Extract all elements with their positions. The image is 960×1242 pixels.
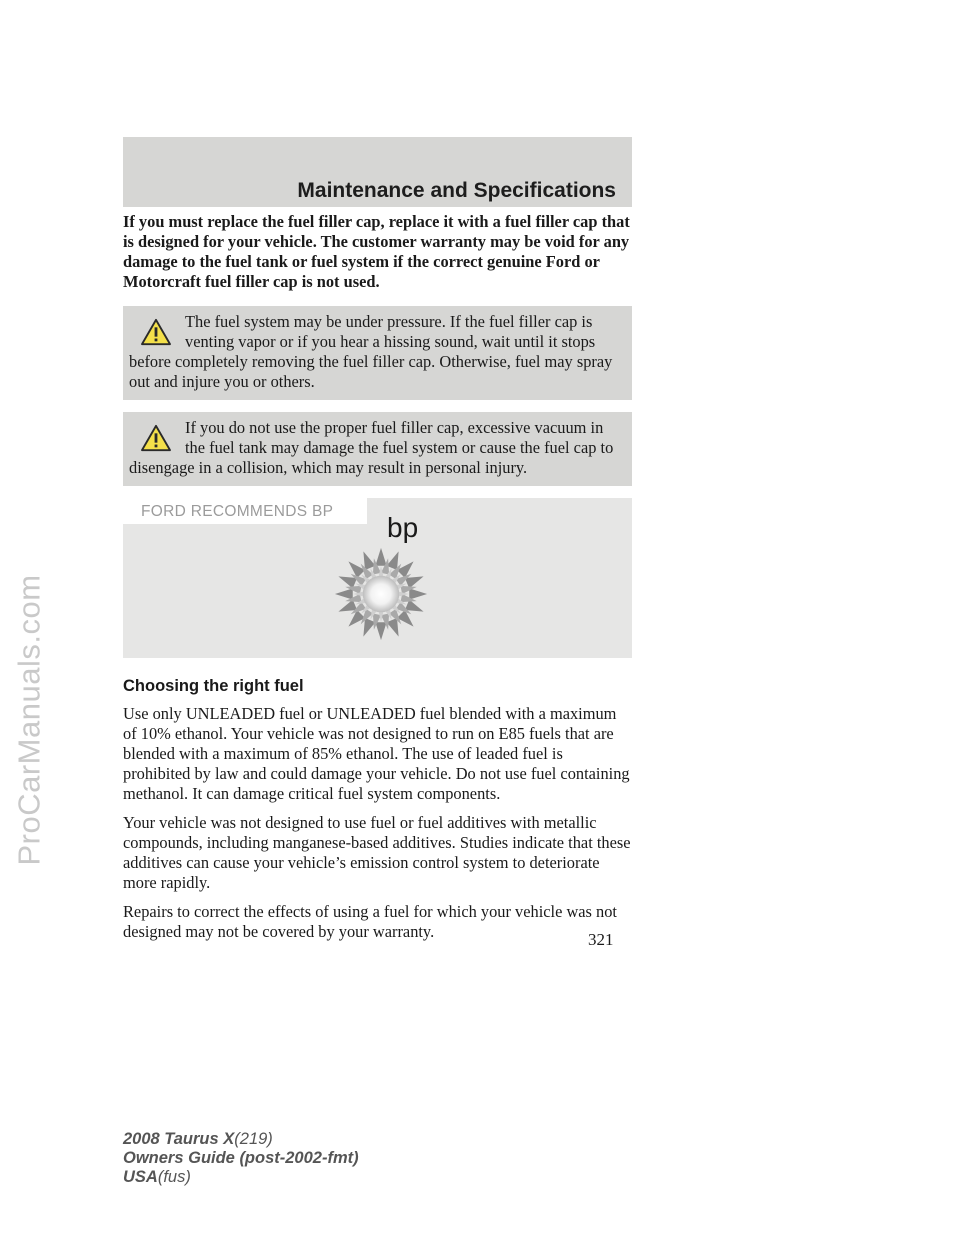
sun-ray bbox=[409, 588, 427, 599]
warning-box-2 bbox=[123, 412, 632, 486]
warning-text-2: If you do not use the proper fuel filler cap, excessive vacuum in the fuel tank may damage the fuel system or cause the fuel cap to disengage in a collision, which may result in personal injury. bbox=[129, 418, 614, 477]
sun-ray bbox=[375, 622, 386, 640]
side-watermark bbox=[8, 500, 52, 940]
footer-guide: Owners Guide (post-2002-fmt) bbox=[123, 1149, 359, 1167]
bp-logo-text: bp bbox=[387, 512, 419, 543]
sun-ray bbox=[335, 588, 353, 599]
page-content bbox=[123, 212, 632, 951]
page-number: 321 bbox=[588, 930, 614, 949]
bp-recommendation-banner bbox=[123, 498, 632, 658]
footer-model-code: (219) bbox=[234, 1130, 273, 1148]
warning-triangle-icon bbox=[139, 424, 173, 452]
document-footer bbox=[123, 1130, 359, 1187]
body-paragraph-3: Repairs to correct the effects of using a fuel for which your vehicle was not designed may not be covered by your warranty. bbox=[123, 902, 617, 941]
body-paragraph-2: Your vehicle was not designed to use fuel or fuel additives with metallic compounds, including manganese-based additives. Studies indicate that these additives can cause your vehicle’s emission control system to deteriorate more rapidly. bbox=[123, 813, 631, 892]
body-paragraph-1: Use only UNLEADED fuel or UNLEADED fuel blended with a maximum of 10% ethanol. Your vehicle was not designed to run on E85 fuels that are blended with a maximum of 85% ethanol. The use of leaded fuel is prohibited by law and could damage your vehicle. Do not use fuel containing methanol. It can damage critical fuel system components. bbox=[123, 704, 630, 803]
bp-tab bbox=[123, 498, 367, 524]
section-heading: Choosing the right fuel bbox=[123, 677, 304, 695]
page-title: Maintenance and Specifications bbox=[297, 179, 616, 202]
footer-model: 2008 Taurus X bbox=[123, 1130, 235, 1148]
section-header bbox=[123, 137, 632, 207]
intro-paragraph: If you must replace the fuel filler cap, replace it with a fuel filler cap that is designed for your vehicle. The customer warranty may be void for any damage to the fuel tank or fuel system if the correct genuine Ford or Motorcraft fuel filler cap is not used. bbox=[123, 212, 630, 291]
footer-market-code: (fus) bbox=[157, 1168, 191, 1186]
bp-helios-sun-icon bbox=[333, 546, 429, 642]
bp-tab-label: FORD RECOMMENDS BP bbox=[141, 503, 334, 520]
warning-text-1: The fuel system may be under pressure. If the fuel filler cap is venting vapor or if you hear a hissing sound, wait until it stops before completely removing the fuel filler cap. Otherwise, fuel may spray out and injure you or others. bbox=[129, 312, 613, 391]
watermark-text: ProCarManuals.com bbox=[12, 574, 48, 866]
sun-ray bbox=[375, 548, 386, 566]
warning-box-1 bbox=[123, 306, 632, 400]
footer-market: USA bbox=[123, 1168, 158, 1186]
warning-triangle-icon bbox=[139, 318, 173, 346]
